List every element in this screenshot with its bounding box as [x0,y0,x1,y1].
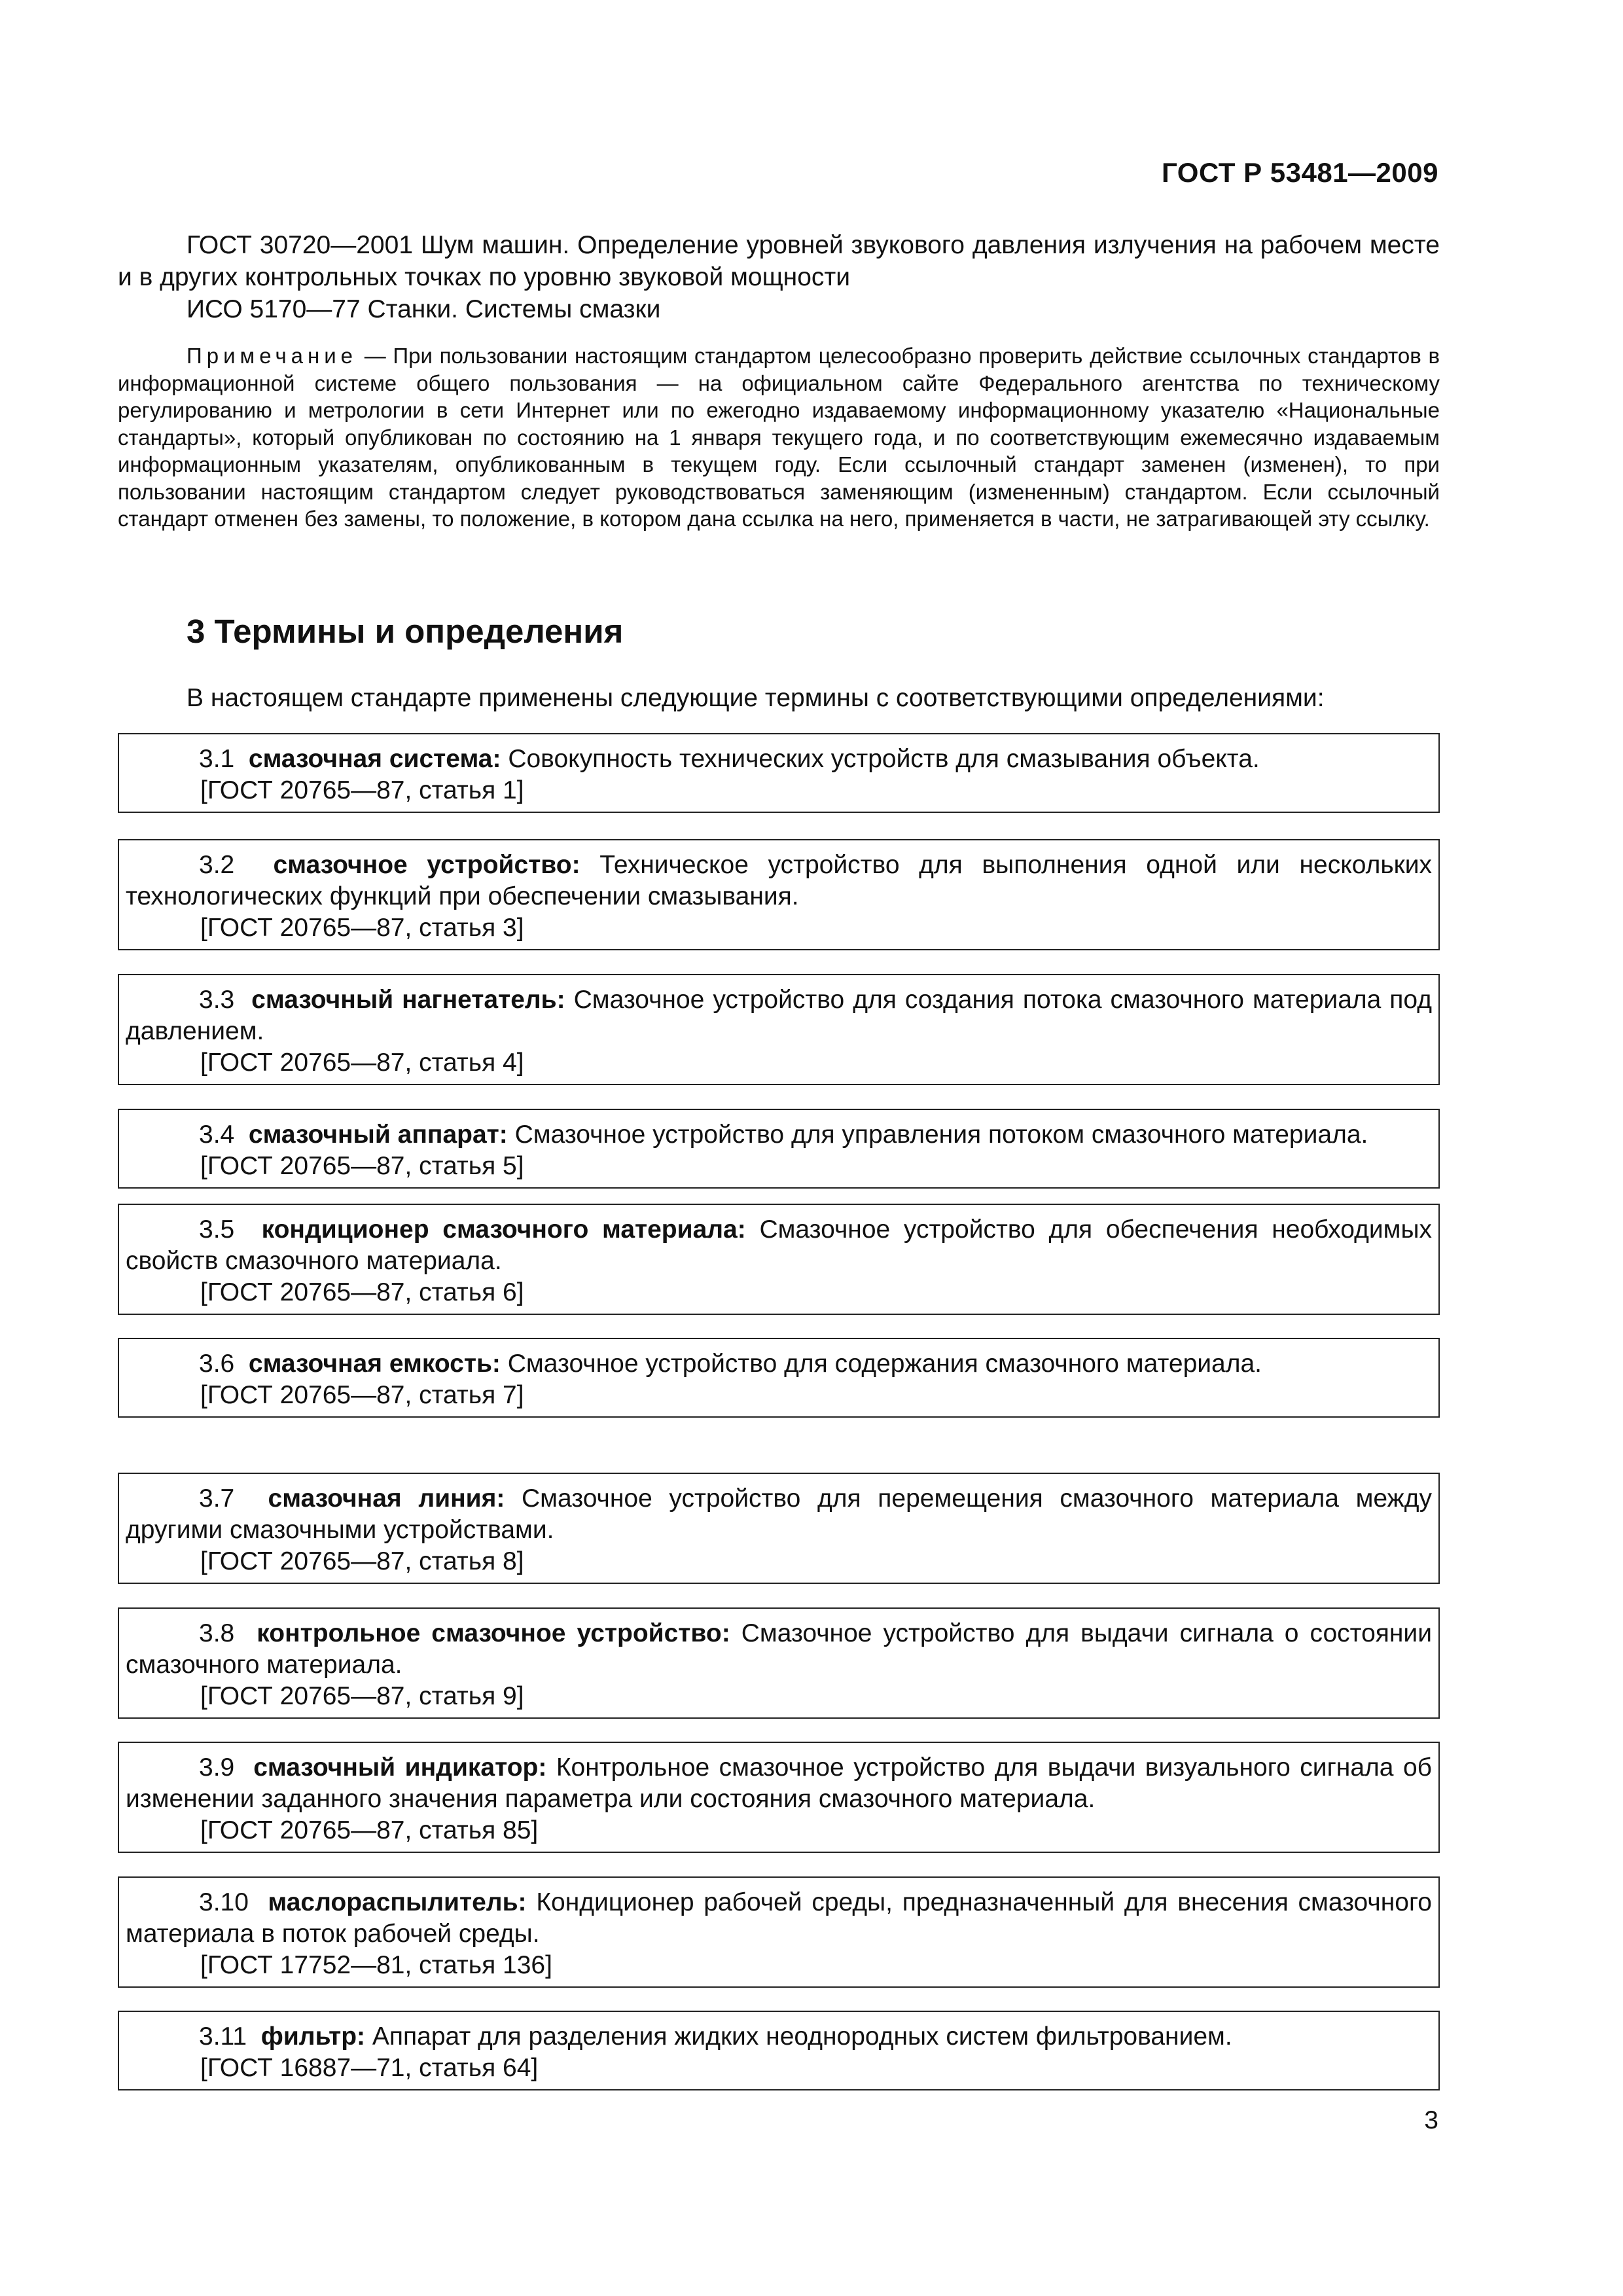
term-text [126,2021,1432,2053]
term-text [126,1119,1432,1151]
term-number: 3.9 [199,1753,235,1782]
term-definition: Кондиционер рабочей среды, предназначенный для внесения смазочного материала в поток рабочей среды. [126,1888,1432,1948]
term-number: 3.2 [199,851,235,879]
term-entry [118,974,1440,1085]
term-name: смазочный нагнетатель: [251,986,565,1014]
term-source: [ГОСТ 20765—87, статья 5] [200,1152,524,1180]
reference-item: ГОСТ 30720—2001 Шум машин. Определение уровней звукового давления излучения на рабочем месте и в других контрольных точках по уровню звуковой мощности [118,231,1440,291]
term-source: [ГОСТ 20765—87, статья 4] [200,1049,524,1077]
section-intro: В настоящем стандарте применены следующие термины с соответствующими определениями: [187,684,1325,712]
term-entry [118,1876,1440,1988]
term-entry [118,2011,1440,2090]
document-code-header: ГОСТ Р 53481—2009 [1162,157,1438,188]
reference-note [118,342,1440,533]
term-text [126,1348,1432,1380]
term-definition: Смазочное устройство для содержания смазочного материала. [507,1350,1262,1378]
term-number: 3.11 [199,2022,247,2051]
term-number: 3.5 [199,1215,235,1244]
term-definition: Смазочное устройство для выдачи сигнала о состоянии смазочного материала. [126,1619,1432,1679]
term-name: смазочное устройство: [273,851,580,879]
term-entry [118,1109,1440,1189]
term-number: 3.7 [199,1484,235,1513]
term-source: [ГОСТ 20765—87, статья 3] [200,914,524,942]
term-definition: Смазочное устройство для управления потоком смазочного материала. [514,1121,1368,1149]
section-title: 3 Термины и определения [187,613,624,650]
term-definition: Смазочное устройство для перемещения смазочного материала между другими смазочными устройствами. [126,1484,1432,1544]
reference-item: ИСО 5170—77 Станки. Системы смазки [187,295,661,323]
term-number: 3.3 [199,986,235,1014]
term-definition: Совокупность технических устройств для смазывания объекта. [508,745,1260,773]
term-text [126,1752,1432,1815]
note-label: Примечание [187,344,358,368]
term-entry [118,733,1440,813]
term-number: 3.6 [199,1350,235,1378]
term-number: 3.8 [199,1619,235,1647]
page-number: 3 [1424,2106,1438,2134]
term-entry [118,1338,1440,1418]
term-source: [ГОСТ 20765—87, статья 8] [200,1547,524,1575]
term-source: [ГОСТ 20765—87, статья 7] [200,1381,524,1409]
term-definition: Техническое устройство для выполнения одной или нескольких технологических функций при обеспечении смазывания. [126,851,1432,910]
term-entry [118,1742,1440,1853]
term-definition: Аппарат для разделения жидких неоднородных систем фильтрованием. [372,2022,1232,2051]
term-source: [ГОСТ 17752—81, статья 136] [200,1951,552,1979]
term-source: [ГОСТ 20765—87, статья 9] [200,1682,524,1710]
term-text [126,1887,1432,1950]
term-source: [ГОСТ 16887—71, статья 64] [200,2054,539,2082]
term-name: смазочный аппарат: [248,1121,508,1149]
term-name: смазочный индикатор: [253,1753,547,1782]
term-definition: Смазочное устройство для создания потока смазочного материала под давлением. [126,986,1433,1045]
term-text [126,1483,1432,1546]
normative-references [118,229,1440,325]
term-text [126,1214,1432,1277]
term-entry [118,1204,1440,1315]
note-text: — При пользовании настоящим стандартом целесообразно проверить действие ссылочных стандартов в информационной системе общего пользования — на официальном сайте Федерального агентства по техническому регулированию и метрологии в сети Интернет или по ежегодно издаваемому информационному указателю «Национальные стандарты», который опубликован по состоянию на 1 января текущего года, и по соответствующим ежемесячно издаваемым информационным указателям, опубликованным в текущем году. Если ссылочный стандарт заменен (изменен), то при пользовании настоящим стандартом следует руководствоваться заменяющим (измененным) стандартом. Если ссылочный стандарт отменен без замены, то положение, в котором дана ссылка на него, применяется в части, не затрагивающей эту ссылку. [118,344,1440,531]
term-number: 3.4 [199,1121,235,1149]
term-source: [ГОСТ 20765—87, статья 85] [200,1816,539,1844]
term-text [126,1618,1432,1681]
term-entry [118,1607,1440,1719]
term-definition: Смазочное устройство для обеспечения необходимых свойств смазочного материала. [126,1215,1433,1275]
term-name: смазочная система: [248,745,501,773]
term-text [126,744,1432,775]
term-name: маслораспылитель: [268,1888,527,1916]
term-entry [118,1473,1440,1584]
term-source: [ГОСТ 20765—87, статья 1] [200,776,524,804]
term-name: кондиционер смазочного материала: [261,1215,746,1244]
term-name: смазочная емкость: [248,1350,501,1378]
term-text [126,850,1432,912]
term-number: 3.1 [199,745,235,773]
term-source: [ГОСТ 20765—87, статья 6] [200,1278,524,1306]
term-number: 3.10 [199,1888,249,1916]
term-entry [118,839,1440,950]
term-name: контрольное смазочное устройство: [257,1619,730,1647]
term-name: фильтр: [260,2022,366,2051]
term-text [126,984,1432,1047]
term-definition: Контрольное смазочное устройство для выдачи визуального сигнала об изменении заданного значения параметра или состояния смазочного материала. [126,1753,1432,1813]
term-name: смазочная линия: [268,1484,505,1513]
